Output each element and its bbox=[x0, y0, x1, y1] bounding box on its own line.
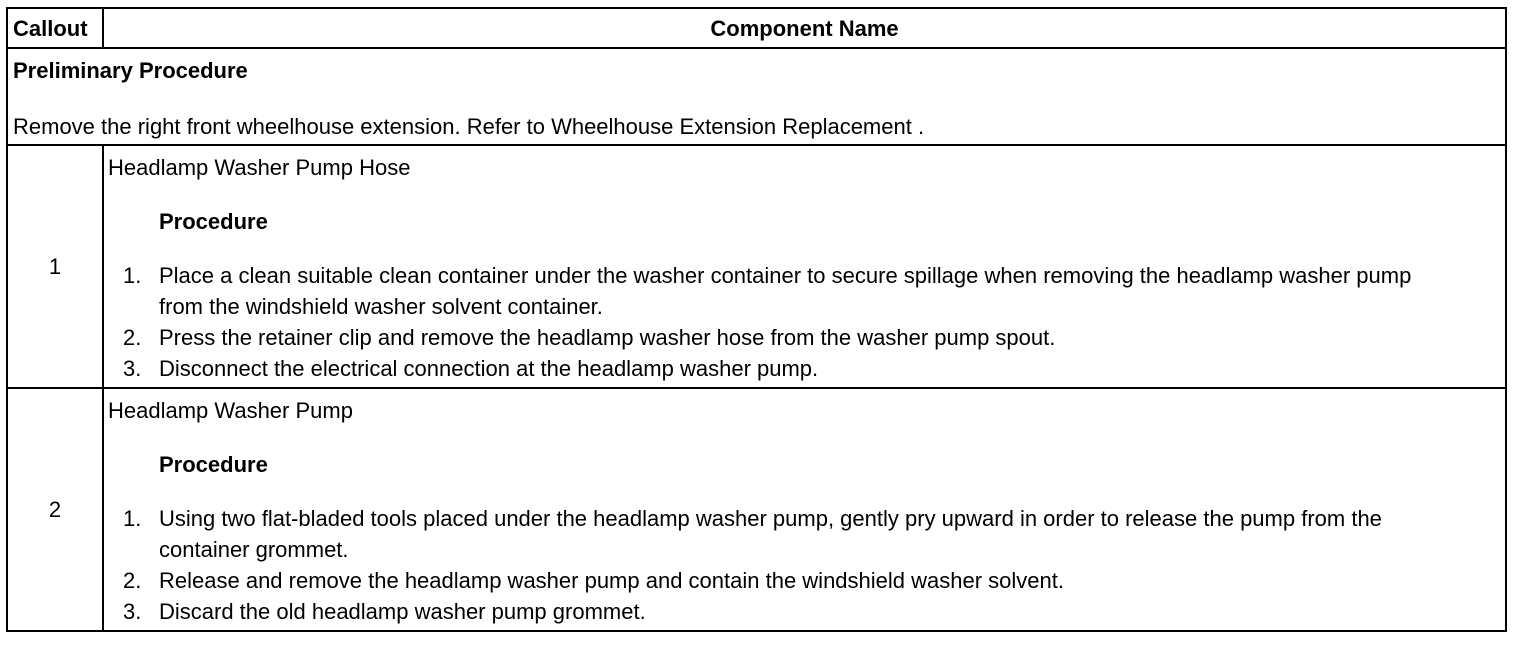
step-text: Using two flat-bladed tools placed under the headlamp washer pump, gently pry upward in order to release the pump from the container grommet. bbox=[159, 506, 1382, 562]
step-number: 3. bbox=[123, 356, 142, 381]
table-row bbox=[7, 145, 1506, 388]
preliminary-cell bbox=[7, 48, 1506, 145]
component-cell bbox=[103, 145, 1506, 388]
component-cell bbox=[103, 388, 1506, 631]
step-list bbox=[108, 503, 1501, 627]
step-list bbox=[108, 260, 1501, 384]
step-item bbox=[123, 353, 1501, 384]
header-callout: Callout bbox=[7, 8, 103, 48]
table-row bbox=[7, 388, 1506, 631]
table-header-row bbox=[7, 8, 1506, 48]
step-item bbox=[123, 322, 1501, 353]
step-number: 2. bbox=[123, 568, 142, 593]
callout-number: 1 bbox=[7, 145, 103, 388]
preliminary-title: Preliminary Procedure bbox=[13, 58, 248, 83]
component-name: Headlamp Washer Pump Hose bbox=[108, 155, 411, 180]
step-item bbox=[123, 565, 1501, 596]
step-item bbox=[123, 260, 1501, 322]
procedure-heading: Procedure bbox=[159, 209, 268, 234]
step-text: Discard the old headlamp washer pump grommet. bbox=[159, 599, 646, 624]
step-number: 2. bbox=[123, 325, 142, 350]
step-text: Disconnect the electrical connection at the headlamp washer pump. bbox=[159, 356, 819, 381]
procedure-heading: Procedure bbox=[159, 452, 268, 477]
step-item bbox=[123, 503, 1501, 565]
header-component-name: Component Name bbox=[103, 8, 1506, 48]
step-number: 3. bbox=[123, 599, 142, 624]
callout-number: 2 bbox=[7, 388, 103, 631]
step-text: Place a clean suitable clean container under the washer container to secure spillage when removing the headlamp washer pump from the windshield washer solvent container. bbox=[159, 263, 1412, 319]
preliminary-text: Remove the right front wheelhouse extension. Refer to Wheelhouse Extension Replacement . bbox=[13, 114, 925, 139]
step-item bbox=[123, 596, 1501, 627]
component-name: Headlamp Washer Pump bbox=[108, 398, 353, 423]
step-number: 1. bbox=[123, 506, 142, 531]
step-text: Press the retainer clip and remove the headlamp washer hose from the washer pump spout. bbox=[159, 325, 1056, 350]
step-number: 1. bbox=[123, 263, 142, 288]
procedure-table bbox=[6, 7, 1507, 632]
preliminary-row bbox=[7, 48, 1506, 145]
step-text: Release and remove the headlamp washer pump and contain the windshield washer solvent. bbox=[159, 568, 1064, 593]
